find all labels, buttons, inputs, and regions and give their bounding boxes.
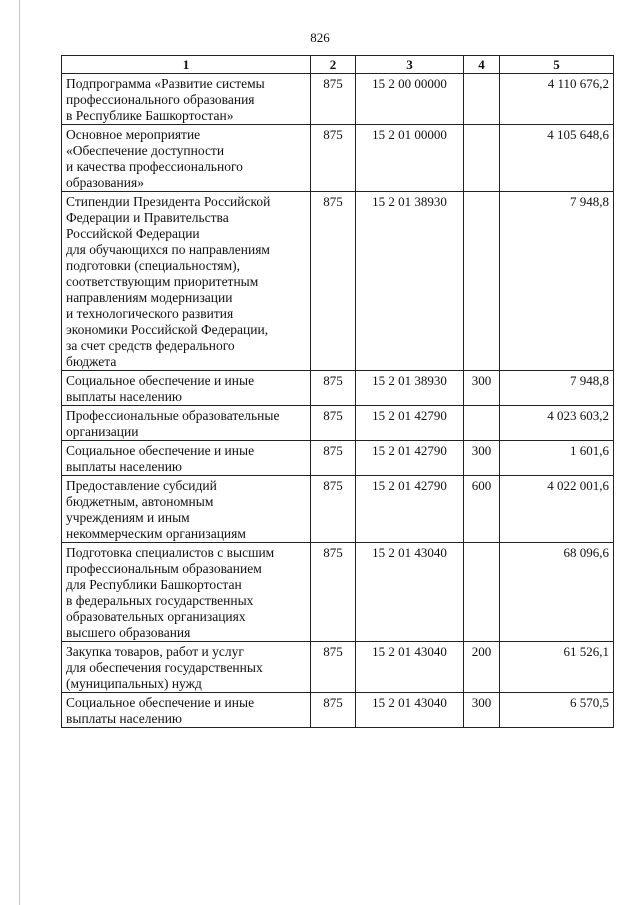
amount-value: 4 022 001,6 — [500, 476, 614, 543]
admin-code: 875 — [311, 125, 356, 192]
admin-code: 875 — [311, 693, 356, 728]
table-row — [62, 642, 614, 693]
item-name: Социальное обеспечение и иные выплаты населению — [62, 371, 311, 406]
amount-value: 7 948,8 — [500, 371, 614, 406]
amount-value: 4 110 676,2 — [500, 74, 614, 125]
target-code: 15 2 01 43040 — [356, 543, 464, 642]
table-row — [62, 406, 614, 441]
amount-value: 1 601,6 — [500, 441, 614, 476]
expense-type — [464, 406, 500, 441]
table-row — [62, 371, 614, 406]
header-col-1: 1 — [62, 56, 311, 74]
amount-value: 6 570,5 — [500, 693, 614, 728]
item-name: Подготовка специалистов с высшим профессиональным образованием для Республики Башкортостан в федеральных государственных образовательных организациях высшего образования — [62, 543, 311, 642]
table-row — [62, 693, 614, 728]
amount-value: 7 948,8 — [500, 192, 614, 371]
item-name: Основное мероприятие «Обеспечение доступности и качества профессионального образования» — [62, 125, 311, 192]
expense-type: 300 — [464, 371, 500, 406]
admin-code: 875 — [311, 642, 356, 693]
admin-code: 875 — [311, 476, 356, 543]
target-code: 15 2 01 43040 — [356, 642, 464, 693]
header-col-3: 3 — [356, 56, 464, 74]
header-col-4: 4 — [464, 56, 500, 74]
header-row — [62, 56, 614, 74]
admin-code: 875 — [311, 543, 356, 642]
target-code: 15 2 01 38930 — [356, 371, 464, 406]
target-code: 15 2 00 00000 — [356, 74, 464, 125]
item-name: Социальное обеспечение и иные выплаты населению — [62, 693, 311, 728]
table-row — [62, 125, 614, 192]
target-code: 15 2 01 38930 — [356, 192, 464, 371]
admin-code: 875 — [311, 406, 356, 441]
expense-type — [464, 125, 500, 192]
expense-type — [464, 543, 500, 642]
target-code: 15 2 01 42790 — [356, 406, 464, 441]
expense-type: 600 — [464, 476, 500, 543]
expense-type: 300 — [464, 441, 500, 476]
table-row — [62, 441, 614, 476]
admin-code: 875 — [311, 441, 356, 476]
amount-value: 68 096,6 — [500, 543, 614, 642]
admin-code: 875 — [311, 192, 356, 371]
expense-type: 200 — [464, 642, 500, 693]
amount-value: 61 526,1 — [500, 642, 614, 693]
header-col-5: 5 — [500, 56, 614, 74]
table-row — [62, 543, 614, 642]
admin-code: 875 — [311, 371, 356, 406]
item-name: Подпрограмма «Развитие системы профессионального образования в Республике Башкортостан» — [62, 74, 311, 125]
header-col-2: 2 — [311, 56, 356, 74]
item-name: Стипендии Президента Российской Федерации и Правительства Российской Федерации для обучающихся по направлениям подготовки (специальностям), соответствующим приоритетным направлениям модернизации и технологического развития экономики Российской Федерации, за счет средств федерального бюджета — [62, 192, 311, 371]
target-code: 15 2 01 43040 — [356, 693, 464, 728]
expense-type: 300 — [464, 693, 500, 728]
expense-type — [464, 74, 500, 125]
scan-edge — [19, 0, 20, 905]
admin-code: 875 — [311, 74, 356, 125]
table-row — [62, 74, 614, 125]
amount-value: 4 105 648,6 — [500, 125, 614, 192]
target-code: 15 2 01 42790 — [356, 441, 464, 476]
target-code: 15 2 01 42790 — [356, 476, 464, 543]
item-name: Закупка товаров, работ и услуг для обеспечения государственных (муниципальных) нужд — [62, 642, 311, 693]
item-name: Профессиональные образовательные организации — [62, 406, 311, 441]
item-name: Предоставление субсидий бюджетным, автономным учреждениям и иным некоммерческим организациям — [62, 476, 311, 543]
table-row — [62, 192, 614, 371]
expense-type — [464, 192, 500, 371]
table-row — [62, 476, 614, 543]
target-code: 15 2 01 00000 — [356, 125, 464, 192]
page-number: 826 — [310, 30, 330, 45]
amount-value: 4 023 603,2 — [500, 406, 614, 441]
budget-table — [61, 55, 614, 728]
table-body — [62, 74, 614, 728]
item-name: Социальное обеспечение и иные выплаты населению — [62, 441, 311, 476]
